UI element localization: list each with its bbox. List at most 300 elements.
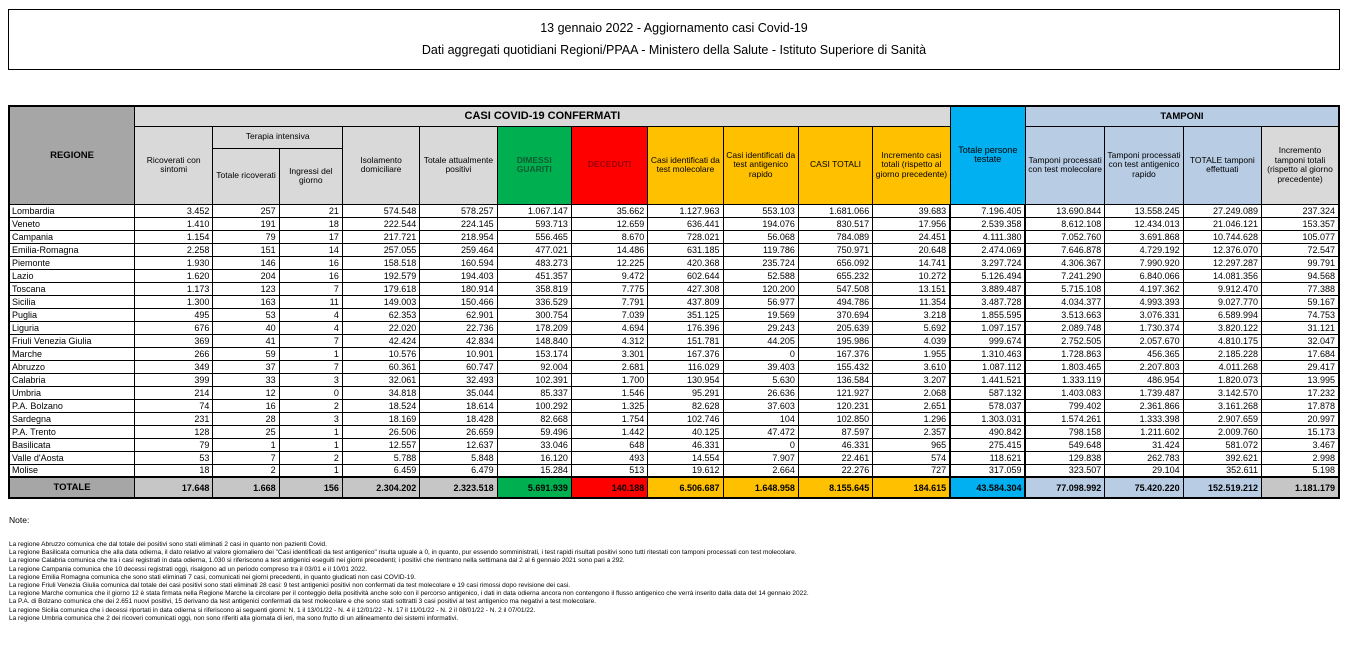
value-cell: 194.076 <box>723 217 798 230</box>
value-cell: 2.651 <box>873 399 950 412</box>
value-cell: 1.574.261 <box>1025 412 1104 425</box>
value-cell: 549.648 <box>1025 438 1104 451</box>
value-cell: 1.955 <box>873 347 950 360</box>
value-cell: 18 <box>279 217 342 230</box>
value-cell: 121.927 <box>798 386 872 399</box>
value-cell: 1.803.465 <box>1025 360 1104 373</box>
value-cell: 3.820.122 <box>1183 321 1261 334</box>
value-cell: 21.046.121 <box>1183 217 1261 230</box>
value-cell: 578.037 <box>950 399 1025 412</box>
table-row <box>9 217 1339 230</box>
value-cell: 21 <box>279 204 342 217</box>
value-cell: 4.810.175 <box>1183 334 1261 347</box>
value-cell: 62.901 <box>420 308 497 321</box>
table-row <box>9 243 1339 256</box>
value-cell: 12.376.070 <box>1183 243 1261 256</box>
value-cell: 79 <box>135 438 213 451</box>
value-cell: 798.158 <box>1025 425 1104 438</box>
value-cell: 118.621 <box>950 451 1025 464</box>
value-cell: 32.493 <box>420 373 497 386</box>
region-name-cell: Umbria <box>9 386 135 399</box>
region-name-cell: P.A. Trento <box>9 425 135 438</box>
note-line: La regione Abruzzo comunica che dal totale dei positivi sono stati eliminati 2 casi in quanto non pazienti Covid. <box>9 541 327 548</box>
value-cell: 77.388 <box>1262 282 1340 295</box>
value-cell: 483.273 <box>497 256 571 269</box>
value-cell: 14.081.356 <box>1183 269 1261 282</box>
value-cell: 556.465 <box>497 230 571 243</box>
value-cell: 46.331 <box>798 438 872 451</box>
table-body <box>9 204 1339 498</box>
value-cell: 399 <box>135 373 213 386</box>
region-name-cell: Lazio <box>9 269 135 282</box>
value-cell: 204 <box>213 269 279 282</box>
value-cell: 437.809 <box>648 295 723 308</box>
notes-list <box>9 541 1348 623</box>
table-row <box>9 412 1339 425</box>
value-cell: 59.496 <box>497 425 571 438</box>
value-cell: 153.357 <box>1262 217 1340 230</box>
col-header-totale-persone-testate: Totale persone testate <box>950 106 1025 204</box>
value-cell: 7.052.760 <box>1025 230 1104 243</box>
banner-tamponi: TAMPONI <box>1025 106 1339 126</box>
value-cell: 1 <box>279 464 342 477</box>
table-row <box>9 451 1339 464</box>
value-cell: 11 <box>279 295 342 308</box>
table-row <box>9 438 1339 451</box>
total-value-cell: 140.188 <box>571 477 647 498</box>
table-row <box>9 386 1339 399</box>
value-cell: 7.196.405 <box>950 204 1025 217</box>
col-header-deceduti: DECEDUTI <box>571 126 647 204</box>
value-cell: 0 <box>723 438 798 451</box>
value-cell: 14 <box>279 243 342 256</box>
value-cell: 4.993.393 <box>1105 295 1183 308</box>
value-cell: 0 <box>723 347 798 360</box>
table-row <box>9 256 1339 269</box>
value-cell: 3.610 <box>873 360 950 373</box>
region-name-cell: Friuli Venezia Giulia <box>9 334 135 347</box>
total-value-cell: 77.098.992 <box>1025 477 1104 498</box>
region-name-cell: Molise <box>9 464 135 477</box>
value-cell: 53 <box>213 308 279 321</box>
value-cell: 13.151 <box>873 282 950 295</box>
value-cell: 1.855.595 <box>950 308 1025 321</box>
value-cell: 10.744.628 <box>1183 230 1261 243</box>
value-cell: 92.004 <box>497 360 571 373</box>
value-cell: 99.791 <box>1262 256 1340 269</box>
value-cell: 26.659 <box>420 425 497 438</box>
value-cell: 1.173 <box>135 282 213 295</box>
banner-casi-confermati: CASI COVID-19 CONFERMATI <box>135 106 951 126</box>
value-cell: 153.174 <box>497 347 571 360</box>
value-cell: 179.618 <box>342 282 419 295</box>
value-cell: 999.674 <box>950 334 1025 347</box>
value-cell: 830.517 <box>798 217 872 230</box>
value-cell: 1.930 <box>135 256 213 269</box>
value-cell: 636.441 <box>648 217 723 230</box>
value-cell: 4.197.362 <box>1105 282 1183 295</box>
value-cell: 358.819 <box>497 282 571 295</box>
value-cell: 60.361 <box>342 360 419 373</box>
value-cell: 192.579 <box>342 269 419 282</box>
value-cell: 18.428 <box>420 412 497 425</box>
region-name-cell: Sardegna <box>9 412 135 425</box>
value-cell: 32.047 <box>1262 334 1340 347</box>
value-cell: 194.403 <box>420 269 497 282</box>
notes-section <box>9 515 1348 623</box>
value-cell: 29.417 <box>1262 360 1340 373</box>
value-cell: 79 <box>213 230 279 243</box>
col-group-terapia-intensiva: Terapia intensiva <box>213 126 343 148</box>
value-cell: 151.781 <box>648 334 723 347</box>
value-cell: 160.594 <box>420 256 497 269</box>
value-cell: 336.529 <box>497 295 571 308</box>
table-row <box>9 347 1339 360</box>
value-cell: 275.415 <box>950 438 1025 451</box>
value-cell: 4.306.367 <box>1025 256 1104 269</box>
note-line: La regione Friuli Venezia Giulia comunica dal totale dei casi positivi sono stati eliminati 28 casi: 9 test antigenici positivi non confermati da test molecolare e 19 casi rimossi dopo revisione dei casi. <box>9 582 571 590</box>
value-cell: 59 <box>213 347 279 360</box>
total-value-cell: 2.323.518 <box>420 477 497 498</box>
value-cell: 3.487.728 <box>950 295 1025 308</box>
value-cell: 7 <box>279 334 342 347</box>
value-cell: 82.668 <box>497 412 571 425</box>
value-cell: 648 <box>571 438 647 451</box>
value-cell: 427.308 <box>648 282 723 295</box>
value-cell: 300.754 <box>497 308 571 321</box>
value-cell: 2.357 <box>873 425 950 438</box>
value-cell: 214 <box>135 386 213 399</box>
value-cell: 102.391 <box>497 373 571 386</box>
value-cell: 1.620 <box>135 269 213 282</box>
table-row <box>9 334 1339 347</box>
value-cell: 965 <box>873 438 950 451</box>
value-cell: 1.442 <box>571 425 647 438</box>
value-cell: 17 <box>279 230 342 243</box>
col-header-tamponi-test-antigenico: Tamponi processati con test antigenico rapido <box>1105 126 1183 204</box>
value-cell: 6.479 <box>420 464 497 477</box>
note-line: La regione Basilicata comunica che alla data odierna, il dato relativo al valore giornaliero dei "Casi identificati da test antigenico" risulta uguale a 0, in quanto, pur essendo somministrati, i test rapidi risultati positivi sono tutti ritestati con tamponi processati con test molecolare. <box>9 549 797 557</box>
value-cell: 1.087.112 <box>950 360 1025 373</box>
value-cell: 120.200 <box>723 282 798 295</box>
value-cell: 5.630 <box>723 373 798 386</box>
value-cell: 477.021 <box>497 243 571 256</box>
value-cell: 2.361.866 <box>1105 399 1183 412</box>
value-cell: 2.474.069 <box>950 243 1025 256</box>
value-cell: 149.003 <box>342 295 419 308</box>
value-cell: 22.461 <box>798 451 872 464</box>
value-cell: 72.547 <box>1262 243 1340 256</box>
value-cell: 12.225 <box>571 256 647 269</box>
value-cell: 46.331 <box>648 438 723 451</box>
value-cell: 180.914 <box>420 282 497 295</box>
value-cell: 602.644 <box>648 269 723 282</box>
value-cell: 1.127.963 <box>648 204 723 217</box>
value-cell: 18.614 <box>420 399 497 412</box>
value-cell: 13.995 <box>1262 373 1340 386</box>
col-header-totale-tamponi-effettuati: TOTALE tamponi effettuati <box>1183 126 1261 204</box>
value-cell: 486.954 <box>1105 373 1183 386</box>
value-cell: 2.068 <box>873 386 950 399</box>
value-cell: 35.662 <box>571 204 647 217</box>
note-line: La regione Emilia Romagna comunica che sono stati eliminati 7 casi, comunicati nei giorni precedenti, in quanto giudicati non casi COVID-19. <box>9 573 416 581</box>
covid-data-table <box>8 105 1340 499</box>
value-cell: 47.472 <box>723 425 798 438</box>
total-value-cell: 1.668 <box>213 477 279 498</box>
value-cell: 547.508 <box>798 282 872 295</box>
value-cell: 34.818 <box>342 386 419 399</box>
value-cell: 656.092 <box>798 256 872 269</box>
value-cell: 493 <box>571 451 647 464</box>
col-header-dimessi-guariti: DIMESSI GUARITI <box>497 126 571 204</box>
value-cell: 1.154 <box>135 230 213 243</box>
value-cell: 195.986 <box>798 334 872 347</box>
col-header-totale-ricoverati: Totale ricoverati <box>213 148 279 204</box>
value-cell: 37.603 <box>723 399 798 412</box>
value-cell: 26.636 <box>723 386 798 399</box>
value-cell: 19.569 <box>723 308 798 321</box>
value-cell: 10.272 <box>873 269 950 282</box>
value-cell: 1.325 <box>571 399 647 412</box>
value-cell: 33 <box>213 373 279 386</box>
value-cell: 451.357 <box>497 269 571 282</box>
value-cell: 13.558.245 <box>1105 204 1183 217</box>
value-cell: 349 <box>135 360 213 373</box>
value-cell: 224.145 <box>420 217 497 230</box>
value-cell: 74 <box>135 399 213 412</box>
value-cell: 1.728.863 <box>1025 347 1104 360</box>
value-cell: 6.459 <box>342 464 419 477</box>
value-cell: 7.791 <box>571 295 647 308</box>
value-cell: 3.889.487 <box>950 282 1025 295</box>
value-cell: 2.681 <box>571 360 647 373</box>
value-cell: 18.524 <box>342 399 419 412</box>
value-cell: 22.736 <box>420 321 497 334</box>
value-cell: 2 <box>279 451 342 464</box>
value-cell: 7.241.290 <box>1025 269 1104 282</box>
value-cell: 35.044 <box>420 386 497 399</box>
value-cell: 259.464 <box>420 243 497 256</box>
value-cell: 494.786 <box>798 295 872 308</box>
value-cell: 4.729.192 <box>1105 243 1183 256</box>
region-name-cell: Basilicata <box>9 438 135 451</box>
value-cell: 750.971 <box>798 243 872 256</box>
value-cell: 587.132 <box>950 386 1025 399</box>
value-cell: 11.354 <box>873 295 950 308</box>
value-cell: 12.659 <box>571 217 647 230</box>
total-row <box>9 477 1339 498</box>
value-cell: 257.055 <box>342 243 419 256</box>
value-cell: 44.205 <box>723 334 798 347</box>
value-cell: 56.068 <box>723 230 798 243</box>
value-cell: 29.243 <box>723 321 798 334</box>
bulletin-page <box>0 9 1348 623</box>
total-value-cell: 17.648 <box>135 477 213 498</box>
value-cell: 4.039 <box>873 334 950 347</box>
total-value-cell: 184.615 <box>873 477 950 498</box>
value-cell: 7.646.878 <box>1025 243 1104 256</box>
value-cell: 31.424 <box>1105 438 1183 451</box>
value-cell: 102.850 <box>798 412 872 425</box>
region-name-cell: Sicilia <box>9 295 135 308</box>
value-cell: 25 <box>213 425 279 438</box>
value-cell: 163 <box>213 295 279 308</box>
table-row <box>9 282 1339 295</box>
value-cell: 136.584 <box>798 373 872 386</box>
value-cell: 593.713 <box>497 217 571 230</box>
value-cell: 10.576 <box>342 347 419 360</box>
value-cell: 631.185 <box>648 243 723 256</box>
value-cell: 119.786 <box>723 243 798 256</box>
value-cell: 4 <box>279 321 342 334</box>
value-cell: 2.185.228 <box>1183 347 1261 360</box>
value-cell: 352.611 <box>1183 464 1261 477</box>
table-row <box>9 295 1339 308</box>
value-cell: 4 <box>279 308 342 321</box>
value-cell: 60.747 <box>420 360 497 373</box>
value-cell: 148.840 <box>497 334 571 347</box>
value-cell: 1.333.398 <box>1105 412 1183 425</box>
value-cell: 218.954 <box>420 230 497 243</box>
col-header-incremento-tamponi-totali: Incremento tamponi totali (rispetto al giorno precedente) <box>1262 126 1340 204</box>
value-cell: 56.977 <box>723 295 798 308</box>
total-value-cell: 5.691.939 <box>497 477 571 498</box>
value-cell: 490.842 <box>950 425 1025 438</box>
value-cell: 1.754 <box>571 412 647 425</box>
value-cell: 27.249.089 <box>1183 204 1261 217</box>
value-cell: 1.730.374 <box>1105 321 1183 334</box>
table-row <box>9 464 1339 477</box>
value-cell: 39.403 <box>723 360 798 373</box>
value-cell: 20.997 <box>1262 412 1340 425</box>
value-cell: 176.396 <box>648 321 723 334</box>
value-cell: 13.690.844 <box>1025 204 1104 217</box>
value-cell: 257 <box>213 204 279 217</box>
bulletin-title: 13 gennaio 2022 - Aggiornamento casi Covid-19 <box>540 21 808 35</box>
region-name-cell: Emilia-Romagna <box>9 243 135 256</box>
value-cell: 100.292 <box>497 399 571 412</box>
value-cell: 17.684 <box>1262 347 1340 360</box>
value-cell: 17.232 <box>1262 386 1340 399</box>
value-cell: 104 <box>723 412 798 425</box>
value-cell: 4.011.268 <box>1183 360 1261 373</box>
col-header-ingressi-del-giorno: Ingressi del giorno <box>279 148 342 204</box>
value-cell: 15.284 <box>497 464 571 477</box>
value-cell: 351.125 <box>648 308 723 321</box>
value-cell: 3.218 <box>873 308 950 321</box>
value-cell: 205.639 <box>798 321 872 334</box>
value-cell: 578.257 <box>420 204 497 217</box>
region-name-cell: Calabria <box>9 373 135 386</box>
value-cell: 2.009.760 <box>1183 425 1261 438</box>
value-cell: 59.167 <box>1262 295 1340 308</box>
value-cell: 655.232 <box>798 269 872 282</box>
value-cell: 1 <box>213 438 279 451</box>
value-cell: 52.588 <box>723 269 798 282</box>
value-cell: 1.310.463 <box>950 347 1025 360</box>
value-cell: 2.907.659 <box>1183 412 1261 425</box>
region-name-cell: Piemonte <box>9 256 135 269</box>
value-cell: 266 <box>135 347 213 360</box>
value-cell: 420.368 <box>648 256 723 269</box>
value-cell: 2.998 <box>1262 451 1340 464</box>
value-cell: 5.848 <box>420 451 497 464</box>
value-cell: 7.907 <box>723 451 798 464</box>
table-row <box>9 308 1339 321</box>
value-cell: 2.057.670 <box>1105 334 1183 347</box>
note-line: La regione Umbria comunica che 2 dei ricoveri comunicati oggi, non sono riferiti alla giornata di ieri, ma sono frutto di un allineamento dei sistemi informativi. <box>9 614 459 622</box>
table-row <box>9 204 1339 217</box>
value-cell: 4.111.380 <box>950 230 1025 243</box>
table-row <box>9 360 1339 373</box>
table-row <box>9 373 1339 386</box>
col-header-isolamento-domiciliare: Isolamento domiciliare <box>342 126 419 204</box>
value-cell: 2.258 <box>135 243 213 256</box>
value-cell: 9.912.470 <box>1183 282 1261 295</box>
value-cell: 128 <box>135 425 213 438</box>
region-name-cell: Valle d'Aosta <box>9 451 135 464</box>
value-cell: 120.231 <box>798 399 872 412</box>
value-cell: 62.353 <box>342 308 419 321</box>
value-cell: 40.125 <box>648 425 723 438</box>
value-cell: 1.403.083 <box>1025 386 1104 399</box>
value-cell: 16 <box>279 269 342 282</box>
value-cell: 29.104 <box>1105 464 1183 477</box>
note-line: La regione Campania comunica che 10 decessi registrati oggi, risalgono ad un periodo compreso tra il 03/01 e il 10/01 2022. <box>9 565 368 573</box>
region-name-cell: Campania <box>9 230 135 243</box>
value-cell: 28 <box>213 412 279 425</box>
value-cell: 7 <box>279 360 342 373</box>
value-cell: 799.402 <box>1025 399 1104 412</box>
value-cell: 16 <box>213 399 279 412</box>
value-cell: 150.466 <box>420 295 497 308</box>
value-cell: 16.120 <box>497 451 571 464</box>
value-cell: 42.424 <box>342 334 419 347</box>
value-cell: 20.648 <box>873 243 950 256</box>
note-line: La regione Calabria comunica che tra i casi registrati in data odierna, 1.030 si riferiscono a test antigenici eseguiti nei giorni precedenti; i positivi che rientrano nella settimana dal 2 al 6 gennaio 2021 sono pari a 292. <box>9 557 625 565</box>
value-cell: 1.300 <box>135 295 213 308</box>
note-line: La regione Marche comunica che il giorno 12 è stata firmata nella Regione Marche la circolare per il conteggio della positività anche solo con il percorso antigenico, i dati in data odierna ancora non contengono il flusso antigenico che verrà inserito dalla data del 14 gennaio 2022. <box>9 590 809 598</box>
value-cell: 217.721 <box>342 230 419 243</box>
value-cell: 3.691.868 <box>1105 230 1183 243</box>
value-cell: 1.097.157 <box>950 321 1025 334</box>
region-name-cell: Marche <box>9 347 135 360</box>
value-cell: 3.452 <box>135 204 213 217</box>
table-header <box>9 106 1339 204</box>
value-cell: 574 <box>873 451 950 464</box>
value-cell: 7 <box>279 282 342 295</box>
region-name-cell: Toscana <box>9 282 135 295</box>
value-cell: 1.820.073 <box>1183 373 1261 386</box>
value-cell: 191 <box>213 217 279 230</box>
value-cell: 105.077 <box>1262 230 1340 243</box>
value-cell: 2.752.505 <box>1025 334 1104 347</box>
value-cell: 130.954 <box>648 373 723 386</box>
value-cell: 102.746 <box>648 412 723 425</box>
value-cell: 728.021 <box>648 230 723 243</box>
value-cell: 4.034.377 <box>1025 295 1104 308</box>
value-cell: 8.670 <box>571 230 647 243</box>
value-cell: 2 <box>279 399 342 412</box>
value-cell: 8.612.108 <box>1025 217 1104 230</box>
value-cell: 167.376 <box>798 347 872 360</box>
value-cell: 12 <box>213 386 279 399</box>
value-cell: 9.027.770 <box>1183 295 1261 308</box>
value-cell: 231 <box>135 412 213 425</box>
value-cell: 237.324 <box>1262 204 1340 217</box>
value-cell: 178.209 <box>497 321 571 334</box>
value-cell: 1.296 <box>873 412 950 425</box>
